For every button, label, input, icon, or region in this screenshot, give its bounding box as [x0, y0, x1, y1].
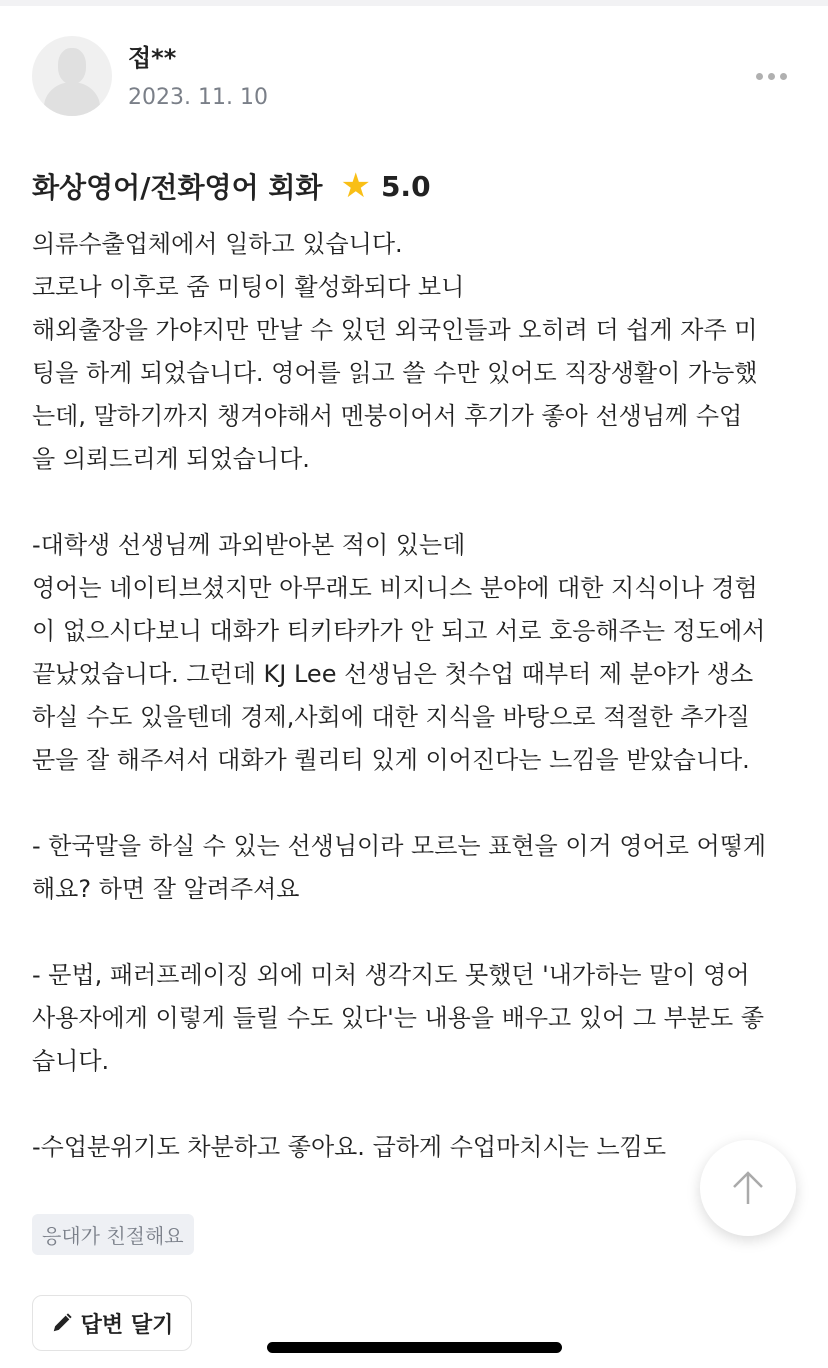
review-body-line: -대학생 선생님께 과외받아본 적이 있는데 — [32, 531, 466, 559]
review-body-line: - 문법, 패러프레이징 외에 미처 생각지도 못했던 '내가하는 말이 영어 — [32, 961, 750, 989]
review-body-line: 는데, 말하기까지 챙겨야해서 멘붕이어서 후기가 좋아 선생님께 수업 — [32, 402, 743, 430]
avatar-head-shape — [58, 48, 86, 84]
review-body-line — [32, 1083, 812, 1126]
review-body-line: 끝났었습니다. 그런데 KJ Lee 선생님은 첫수업 때부터 제 분야가 생소 — [32, 660, 754, 688]
review-body-line: 해요? 하면 잘 알려주셔요 — [32, 875, 300, 903]
review-body-line: -수업분위기도 차분하고 좋아요. 급하게 수업마치시는 느낌도 — [32, 1133, 667, 1161]
avatar — [32, 36, 112, 116]
pencil-icon — [51, 1312, 73, 1334]
review-body-line: 을 의뢰드리게 되었습니다. — [32, 445, 310, 473]
scroll-to-top-button[interactable] — [700, 1140, 796, 1236]
avatar-body-shape — [44, 82, 100, 116]
review-body-line: 문을 잘 해주셔서 대화가 퀄리티 있게 이어진다는 느낌을 받았습니다. — [32, 746, 750, 774]
review-body-line: 이 없으시다보니 대화가 티키타카가 안 되고 서로 호응해주는 정도에서 — [32, 617, 766, 645]
home-indicator — [267, 1342, 562, 1353]
review-body-line — [32, 481, 812, 524]
review-tag: 응대가 친절해요 — [32, 1214, 194, 1255]
more-options-icon[interactable] — [756, 64, 796, 88]
review-body-line — [32, 782, 812, 825]
star-icon: ★ — [340, 166, 371, 206]
review-body-line: 해외출장을 가야지만 만날 수 있던 외국인들과 오히려 더 쉽게 자주 미 — [32, 316, 758, 344]
reply-button[interactable] — [32, 1295, 192, 1351]
review-body-line: 코로나 이후로 줌 미팅이 활성화되다 보니 — [32, 273, 465, 301]
review-body-line: 사용자에게 이렇게 들릴 수도 있다'는 내용을 배우고 있어 그 부분도 좋 — [32, 1004, 765, 1032]
rating-value: 5.0 — [380, 169, 431, 203]
review-body — [32, 223, 812, 1169]
review-date: 2023. 11. 10 — [128, 85, 268, 110]
course-name: 화상영어/전화영어 회화 — [32, 171, 323, 204]
review-body-line: 의류수출업체에서 일하고 있습니다. — [32, 230, 403, 258]
review-body-line: - 한국말을 하실 수 있는 선생님이라 모르는 표현을 이거 영어로 어떻게 — [32, 832, 767, 860]
review-body-line: 팅을 하게 되었습니다. 영어를 읽고 쓸 수만 있어도 직장생활이 가능했 — [32, 359, 758, 387]
review-title — [32, 166, 431, 206]
author-name: 접** — [128, 44, 177, 72]
review-body-line: 영어는 네이티브셨지만 아무래도 비지니스 분야에 대한 지식이나 경험 — [32, 574, 758, 602]
review-body-line — [32, 911, 812, 954]
arrow-up-icon — [728, 1168, 768, 1208]
top-divider — [0, 0, 828, 6]
review-body-line: 하실 수도 있을텐데 경제,사회에 대한 지식을 바탕으로 적절한 추가질 — [32, 703, 750, 731]
reply-label: 답변 달기 — [80, 1312, 174, 1338]
review-body-line: 습니다. — [32, 1047, 110, 1075]
